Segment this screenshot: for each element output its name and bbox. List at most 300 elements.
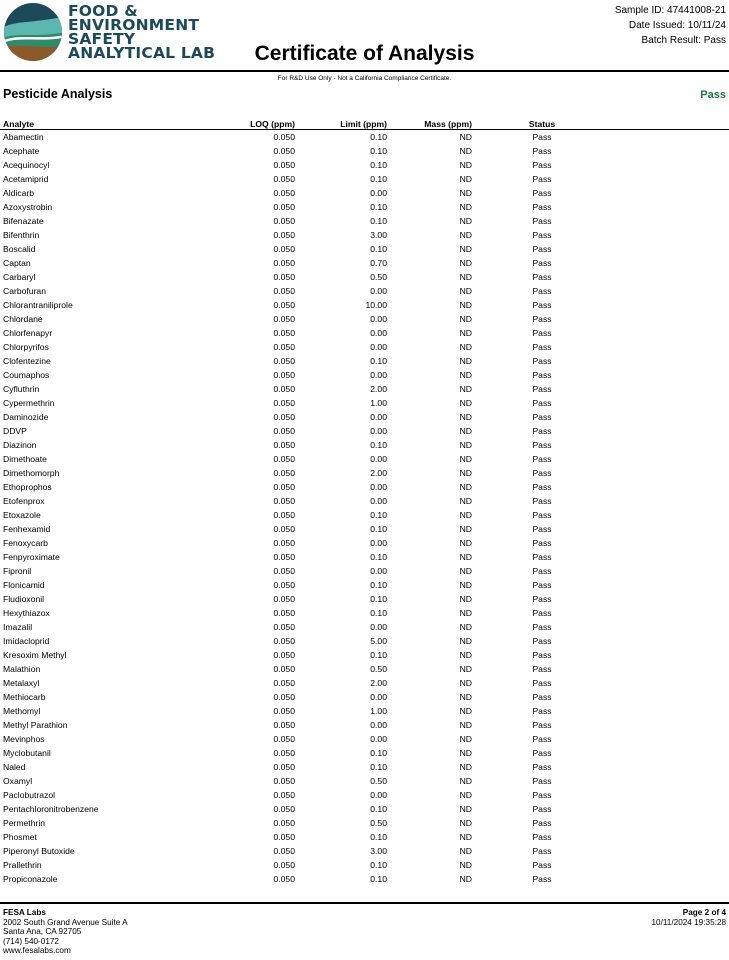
loq-cell: 0.050 (273, 818, 295, 828)
table-row (0, 228, 729, 242)
analyte-cell: Etoxazole (3, 510, 41, 520)
limit-cell: 0.10 (370, 160, 387, 170)
loq-cell: 0.050 (273, 804, 295, 814)
limit-cell: 0.00 (370, 188, 387, 198)
footer-address-line1: 2002 South Grand Avenue Suite A (3, 917, 128, 927)
table-row (0, 802, 729, 816)
analyte-cell: Oxamyl (3, 776, 33, 786)
loq-cell: 0.050 (273, 580, 295, 590)
status-cell: Pass (532, 776, 552, 786)
limit-cell: 0.00 (370, 566, 387, 576)
table-row (0, 424, 729, 438)
status-cell: Pass (532, 846, 552, 856)
limit-cell: 0.10 (370, 748, 387, 758)
limit-cell: 0.10 (370, 608, 387, 618)
status-cell: Pass (532, 804, 552, 814)
limit-cell: 0.70 (370, 258, 387, 268)
mass-cell: ND (459, 188, 472, 198)
table-row (0, 550, 729, 564)
limit-cell: 1.00 (370, 398, 387, 408)
limit-cell: 0.10 (370, 552, 387, 562)
section-title: Pesticide Analysis (3, 87, 113, 101)
limit-cell: 0.00 (370, 426, 387, 436)
status-cell: Pass (532, 608, 552, 618)
mass-cell: ND (459, 496, 472, 506)
loq-cell: 0.050 (273, 314, 295, 324)
status-cell: Pass (532, 538, 552, 548)
mass-cell: ND (459, 706, 472, 716)
status-cell: Pass (532, 286, 552, 296)
table-row (0, 354, 729, 368)
limit-cell: 0.10 (370, 650, 387, 660)
limit-cell: 0.00 (370, 286, 387, 296)
status-cell: Pass (532, 734, 552, 744)
status-cell: Pass (532, 524, 552, 534)
table-row (0, 256, 729, 270)
status-cell: Pass (532, 342, 552, 352)
disclaimer: For R&D Use Only - Not a California Compliance Certificate. (277, 75, 452, 82)
analyte-cell: DDVP (3, 426, 27, 436)
table-row (0, 578, 729, 592)
loq-cell: 0.050 (273, 762, 295, 772)
loq-cell: 0.050 (273, 622, 295, 632)
analyte-cell: Etofenprox (3, 496, 45, 506)
mass-cell: ND (459, 762, 472, 772)
limit-cell: 0.10 (370, 440, 387, 450)
loq-cell: 0.050 (273, 734, 295, 744)
limit-cell: 0.10 (370, 356, 387, 366)
table-row (0, 620, 729, 634)
table-row (0, 172, 729, 186)
mass-cell: ND (459, 384, 472, 394)
table-header (0, 118, 729, 130)
status-cell: Pass (532, 328, 552, 338)
analyte-cell: Chlorfenapyr (3, 328, 53, 338)
table-row (0, 760, 729, 774)
analyte-cell: Coumaphos (3, 370, 50, 380)
status-cell: Pass (532, 202, 552, 212)
mass-cell: ND (459, 524, 472, 534)
loq-cell: 0.050 (273, 636, 295, 646)
table-row (0, 830, 729, 844)
mass-cell: ND (459, 552, 472, 562)
limit-cell: 0.50 (370, 664, 387, 674)
limit-cell: 0.10 (370, 146, 387, 156)
table-row (0, 634, 729, 648)
status-cell: Pass (532, 258, 552, 268)
mass-cell: ND (459, 132, 472, 142)
column-header-mass: Mass (ppm) (424, 119, 472, 129)
limit-cell: 0.00 (370, 734, 387, 744)
analyte-cell: Diazinon (3, 440, 37, 450)
limit-cell: 0.10 (370, 216, 387, 226)
analyte-cell: Kresoxim Methyl (3, 650, 67, 660)
mass-cell: ND (459, 440, 472, 450)
table-row (0, 396, 729, 410)
loq-cell: 0.050 (273, 720, 295, 730)
page-title-text: Certificate of Analysis (254, 42, 475, 65)
limit-cell: 0.00 (370, 328, 387, 338)
loq-cell: 0.050 (273, 566, 295, 576)
table-row (0, 522, 729, 536)
status-cell: Pass (532, 790, 552, 800)
analyte-cell: Naled (3, 762, 26, 772)
table-row (0, 270, 729, 284)
footer-page-info (651, 908, 726, 927)
page-title (0, 42, 729, 66)
analyte-cell: Dimethoate (3, 454, 47, 464)
analyte-cell: Acephate (3, 146, 40, 156)
limit-cell: 0.50 (370, 818, 387, 828)
table-row (0, 816, 729, 830)
table-row (0, 214, 729, 228)
status-cell: Pass (532, 454, 552, 464)
analyte-cell: Prallethrin (3, 860, 42, 870)
analyte-cell: Phosmet (3, 832, 37, 842)
limit-cell: 0.50 (370, 272, 387, 282)
mass-cell: ND (459, 748, 472, 758)
mass-cell: ND (459, 272, 472, 282)
status-cell: Pass (532, 440, 552, 450)
analyte-cell: Azoxystrobin (3, 202, 53, 212)
table-row (0, 788, 729, 802)
status-cell: Pass (532, 314, 552, 324)
table-row (0, 676, 729, 690)
status-cell: Pass (532, 230, 552, 240)
loq-cell: 0.050 (273, 356, 295, 366)
mass-cell: ND (459, 286, 472, 296)
table-row (0, 242, 729, 256)
table-row (0, 452, 729, 466)
analyte-cell: Flonicamid (3, 580, 45, 590)
logo-line: ANALYTICAL LAB (68, 44, 216, 62)
table-row (0, 564, 729, 578)
status-cell: Pass (532, 510, 552, 520)
mass-cell: ND (459, 300, 472, 310)
analyte-cell: Piperonyl Butoxide (3, 846, 75, 856)
status-cell: Pass (532, 594, 552, 604)
logo-line: ENVIRONMENT (68, 16, 200, 34)
loq-cell: 0.050 (273, 538, 295, 548)
mass-cell: ND (459, 678, 472, 688)
loq-cell: 0.050 (273, 342, 295, 352)
mass-cell: ND (459, 482, 472, 492)
analyte-cell: Captan (3, 258, 31, 268)
limit-cell: 0.00 (370, 720, 387, 730)
analyte-cell: Methiocarb (3, 692, 46, 702)
table-row (0, 774, 729, 788)
loq-cell: 0.050 (273, 846, 295, 856)
mass-cell: ND (459, 398, 472, 408)
date-issued: Date Issued: 10/11/24 (628, 20, 726, 31)
mass-cell: ND (459, 454, 472, 464)
loq-cell: 0.050 (273, 496, 295, 506)
status-cell: Pass (532, 566, 552, 576)
footer-timestamp: 10/11/2024 19:35:28 (651, 917, 726, 927)
limit-cell: 0.10 (370, 804, 387, 814)
mass-cell: ND (459, 356, 472, 366)
analyte-cell: Acequinocyl (3, 160, 50, 170)
table-row (0, 438, 729, 452)
table-row (0, 326, 729, 340)
loq-cell: 0.050 (273, 552, 295, 562)
table-row (0, 382, 729, 396)
limit-cell: 2.00 (370, 678, 387, 688)
table-row (0, 858, 729, 872)
loq-cell: 0.050 (273, 230, 295, 240)
limit-cell: 2.00 (370, 468, 387, 478)
limit-cell: 0.00 (370, 342, 387, 352)
table-row (0, 690, 729, 704)
analyte-cell: Fipronil (3, 566, 32, 576)
loq-cell: 0.050 (273, 258, 295, 268)
mass-cell: ND (459, 468, 472, 478)
analyte-cell: Cypermethrin (3, 398, 55, 408)
footer-lab-info (3, 908, 128, 956)
status-cell: Pass (532, 300, 552, 310)
analyte-cell: Fenpyroximate (3, 552, 60, 562)
analyte-cell: Chlordane (3, 314, 43, 324)
table-row (0, 606, 729, 620)
status-cell: Pass (532, 132, 552, 142)
loq-cell: 0.050 (273, 482, 295, 492)
loq-cell: 0.050 (273, 286, 295, 296)
limit-cell: 5.00 (370, 636, 387, 646)
limit-cell: 0.10 (370, 202, 387, 212)
batch-result: Batch Result: Pass (641, 35, 726, 46)
analyte-cell: Permethrin (3, 818, 46, 828)
table-row (0, 536, 729, 550)
mass-cell: ND (459, 174, 472, 184)
status-cell: Pass (532, 370, 552, 380)
mass-cell: ND (459, 510, 472, 520)
mass-cell: ND (459, 776, 472, 786)
limit-cell: 0.00 (370, 454, 387, 464)
limit-cell: 0.00 (370, 622, 387, 632)
status-cell: Pass (532, 860, 552, 870)
limit-cell: 2.00 (370, 384, 387, 394)
status-cell: Pass (532, 748, 552, 758)
analyte-cell: Carbofuran (3, 286, 46, 296)
table-row (0, 718, 729, 732)
loq-cell: 0.050 (273, 706, 295, 716)
loq-cell: 0.050 (273, 272, 295, 282)
analyte-cell: Paclobutrazol (3, 790, 56, 800)
column-header-analyte: Analyte (3, 119, 35, 129)
mass-cell: ND (459, 818, 472, 828)
analyte-cell: Methomyl (3, 706, 41, 716)
status-cell: Pass (532, 384, 552, 394)
limit-cell: 0.10 (370, 594, 387, 604)
loq-cell: 0.050 (273, 524, 295, 534)
mass-cell: ND (459, 664, 472, 674)
table-row (0, 704, 729, 718)
analyte-cell: Pentachloronitrobenzene (3, 804, 99, 814)
table-row (0, 844, 729, 858)
loq-cell: 0.050 (273, 440, 295, 450)
status-cell: Pass (532, 188, 552, 198)
analyte-cell: Fenoxycarb (3, 538, 48, 548)
loq-cell: 0.050 (273, 216, 295, 226)
limit-cell: 0.00 (370, 482, 387, 492)
loq-cell: 0.050 (273, 468, 295, 478)
loq-cell: 0.050 (273, 300, 295, 310)
loq-cell: 0.050 (273, 398, 295, 408)
loq-cell: 0.050 (273, 776, 295, 786)
limit-cell: 3.00 (370, 230, 387, 240)
mass-cell: ND (459, 342, 472, 352)
mass-cell: ND (459, 860, 472, 870)
table-body (0, 130, 729, 886)
mass-cell: ND (459, 244, 472, 254)
footer-website: www.fesalabs.com (3, 946, 71, 955)
limit-cell: 0.10 (370, 580, 387, 590)
loq-cell: 0.050 (273, 650, 295, 660)
analyte-cell: Aldicarb (3, 188, 35, 198)
loq-cell: 0.050 (273, 160, 295, 170)
table-row (0, 592, 729, 606)
analyte-cell: Malathion (3, 664, 41, 674)
limit-cell: 0.10 (370, 524, 387, 534)
loq-cell: 0.050 (273, 328, 295, 338)
limit-cell: 0.50 (370, 776, 387, 786)
mass-cell: ND (459, 230, 472, 240)
limit-cell: 0.00 (370, 496, 387, 506)
analyte-cell: Boscalid (3, 244, 36, 254)
analyte-cell: Hexythiazox (3, 608, 50, 618)
status-cell: Pass (532, 706, 552, 716)
mass-cell: ND (459, 566, 472, 576)
table-row (0, 186, 729, 200)
loq-cell: 0.050 (273, 188, 295, 198)
analyte-cell: Imazalil (3, 622, 33, 632)
mass-cell: ND (459, 594, 472, 604)
mass-cell: ND (459, 258, 472, 268)
limit-cell: 0.00 (370, 692, 387, 702)
page-number: Page 2 of 4 (682, 908, 726, 917)
status-cell: Pass (532, 244, 552, 254)
mass-cell: ND (459, 370, 472, 380)
table-row (0, 648, 729, 662)
mass-cell: ND (459, 412, 472, 422)
mass-cell: ND (459, 622, 472, 632)
status-cell: Pass (532, 692, 552, 702)
analyte-cell: Fenhexamid (3, 524, 51, 534)
status-cell: Pass (532, 552, 552, 562)
mass-cell: ND (459, 734, 472, 744)
analyte-cell: Carbaryl (3, 272, 36, 282)
limit-cell: 0.00 (370, 538, 387, 548)
loq-cell: 0.050 (273, 426, 295, 436)
table-row (0, 480, 729, 494)
status-cell: Pass (532, 272, 552, 282)
loq-cell: 0.050 (273, 832, 295, 842)
table-row (0, 872, 729, 886)
analyte-cell: Dimethomorph (3, 468, 60, 478)
mass-cell: ND (459, 538, 472, 548)
loq-cell: 0.050 (273, 132, 295, 142)
status-cell: Pass (532, 622, 552, 632)
status-cell: Pass (532, 832, 552, 842)
limit-cell: 0.10 (370, 174, 387, 184)
loq-cell: 0.050 (273, 692, 295, 702)
mass-cell: ND (459, 790, 472, 800)
limit-cell: 0.10 (370, 762, 387, 772)
mass-cell: ND (459, 328, 472, 338)
analyte-cell: Cyfluthrin (3, 384, 40, 394)
status-cell: Pass (532, 580, 552, 590)
limit-cell: 10.00 (365, 300, 387, 310)
analyte-cell: Bifenazate (3, 216, 44, 226)
loq-cell: 0.050 (273, 384, 295, 394)
analyte-cell: Mevinphos (3, 734, 45, 744)
mass-cell: ND (459, 160, 472, 170)
limit-cell: 0.00 (370, 370, 387, 380)
status-cell: Pass (532, 468, 552, 478)
column-header-limit: Limit (ppm) (340, 119, 387, 129)
mass-cell: ND (459, 650, 472, 660)
loq-cell: 0.050 (273, 874, 295, 884)
limit-cell: 1.00 (370, 706, 387, 716)
analyte-cell: Myclobutanil (3, 748, 51, 758)
loq-cell: 0.050 (273, 748, 295, 758)
loq-cell: 0.050 (273, 454, 295, 464)
loq-cell: 0.050 (273, 510, 295, 520)
status-cell: Pass (532, 818, 552, 828)
table-row (0, 494, 729, 508)
limit-cell: 0.10 (370, 510, 387, 520)
mass-cell: ND (459, 580, 472, 590)
loq-cell: 0.050 (273, 790, 295, 800)
mass-cell: ND (459, 216, 472, 226)
analyte-cell: Imidacloprid (3, 636, 50, 646)
mass-cell: ND (459, 832, 472, 842)
analyte-cell: Acetamiprid (3, 174, 49, 184)
limit-cell: 0.10 (370, 874, 387, 884)
status-cell: Pass (532, 146, 552, 156)
footer-address-line2: Santa Ana, CA 92705 (3, 927, 82, 936)
logo-line: FOOD & (68, 2, 138, 20)
status-cell: Pass (532, 874, 552, 884)
status-cell: Pass (532, 216, 552, 226)
table-row (0, 368, 729, 382)
footer-lab-name: FESA Labs (3, 908, 46, 917)
status-cell: Pass (532, 678, 552, 688)
analyte-cell: Chlorantraniliprole (3, 300, 73, 310)
mass-cell: ND (459, 874, 472, 884)
analyte-cell: Methyl Parathion (3, 720, 68, 730)
table-row (0, 130, 729, 144)
status-cell: Pass (532, 412, 552, 422)
mass-cell: ND (459, 426, 472, 436)
analyte-cell: Propiconazole (3, 874, 58, 884)
mass-cell: ND (459, 692, 472, 702)
section-result-badge: Pass (700, 89, 726, 101)
table-row (0, 410, 729, 424)
column-header-loq: LOQ (ppm) (250, 119, 295, 129)
mass-cell: ND (459, 720, 472, 730)
loq-cell: 0.050 (273, 412, 295, 422)
table-row (0, 662, 729, 676)
mass-cell: ND (459, 202, 472, 212)
sample-id: Sample ID: 47441008-21 (614, 5, 726, 16)
limit-cell: 3.00 (370, 846, 387, 856)
analyte-cell: Ethoprophos (3, 482, 52, 492)
table-row (0, 732, 729, 746)
loq-cell: 0.050 (273, 202, 295, 212)
mass-cell: ND (459, 608, 472, 618)
analyte-cell: Fludioxonil (3, 594, 45, 604)
